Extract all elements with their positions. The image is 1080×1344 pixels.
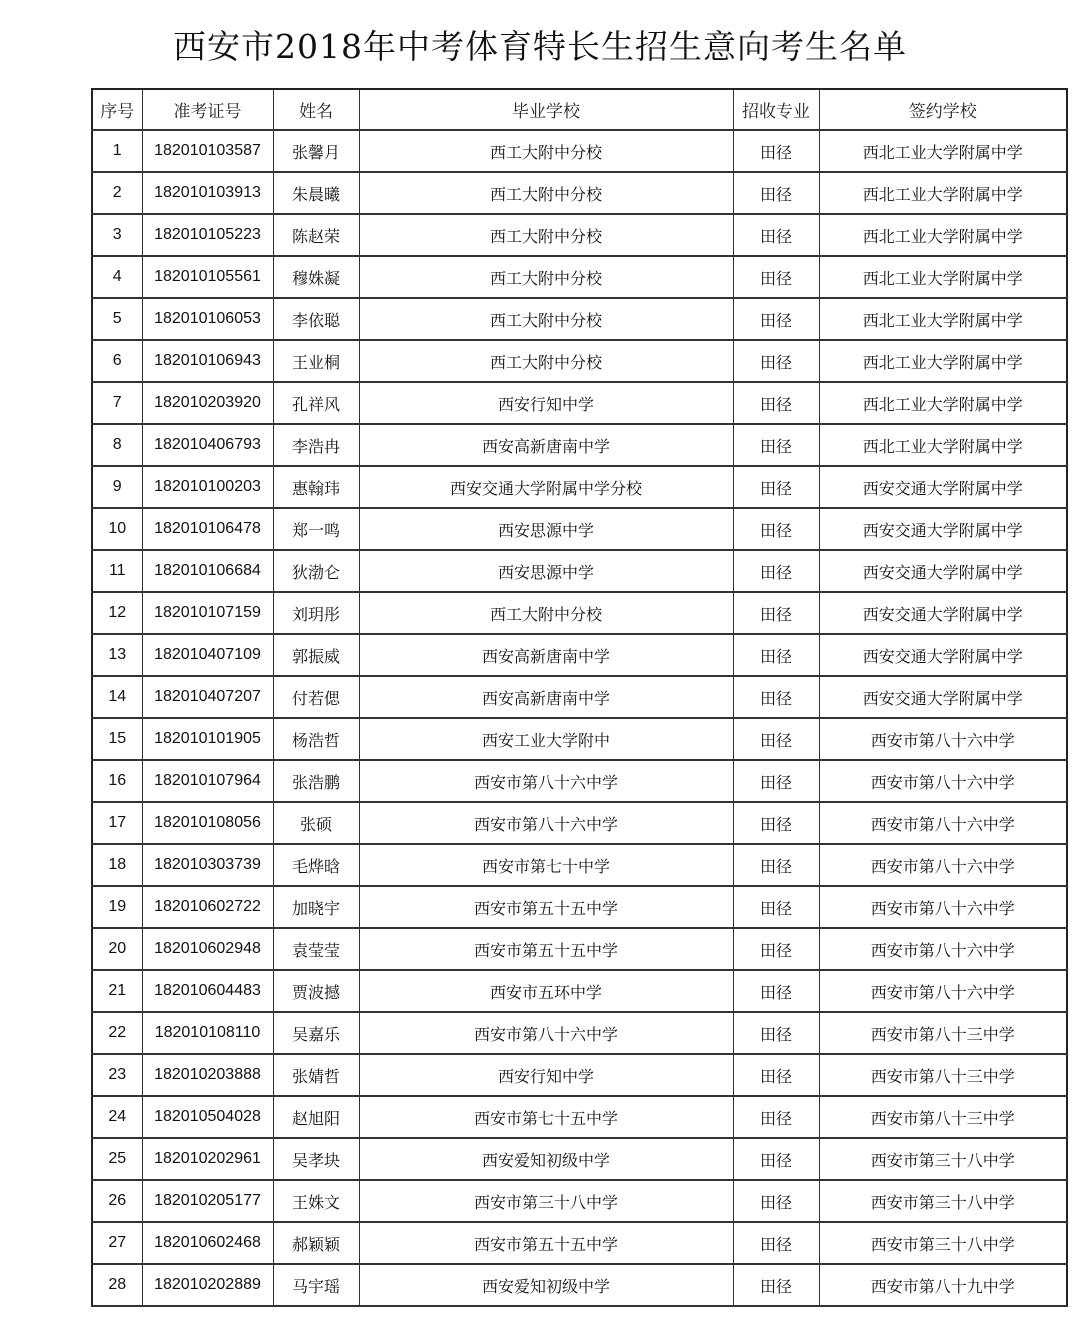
cell-major: 田径 (733, 214, 819, 256)
cell-major: 田径 (733, 970, 819, 1012)
table-row (92, 172, 1067, 214)
cell-exam-no: 182010106684 (142, 550, 273, 592)
cell-name: 郝颖颖 (273, 1222, 359, 1264)
cell-exam-no: 182010108056 (142, 802, 273, 844)
cell-grad-school: 西安市第八十六中学 (359, 802, 733, 844)
cell-signed-school: 西安市第三十八中学 (819, 1180, 1067, 1222)
cell-major: 田径 (733, 928, 819, 970)
cell-name: 李依聪 (273, 298, 359, 340)
cell-signed-school: 西安市第八十六中学 (819, 928, 1067, 970)
cell-exam-no: 182010406793 (142, 424, 273, 466)
cell-signed-school: 西北工业大学附属中学 (819, 172, 1067, 214)
cell-name: 惠翰玮 (273, 466, 359, 508)
cell-signed-school: 西安市第八十九中学 (819, 1264, 1067, 1306)
cell-major: 田径 (733, 550, 819, 592)
cell-no: 23 (92, 1054, 142, 1096)
cell-name: 李浩冉 (273, 424, 359, 466)
table-row (92, 718, 1067, 760)
cell-major: 田径 (733, 592, 819, 634)
table-row (92, 466, 1067, 508)
cell-major: 田径 (733, 676, 819, 718)
cell-name: 贾波撼 (273, 970, 359, 1012)
cell-no: 3 (92, 214, 142, 256)
cell-name: 郑一鸣 (273, 508, 359, 550)
table-row (92, 1054, 1067, 1096)
cell-no: 22 (92, 1012, 142, 1054)
cell-name: 刘玥彤 (273, 592, 359, 634)
cell-signed-school: 西北工业大学附属中学 (819, 382, 1067, 424)
cell-exam-no: 182010604483 (142, 970, 273, 1012)
cell-grad-school: 西工大附中分校 (359, 298, 733, 340)
cell-no: 21 (92, 970, 142, 1012)
cell-name: 付若偲 (273, 676, 359, 718)
cell-exam-no: 182010407109 (142, 634, 273, 676)
cell-exam-no: 182010103913 (142, 172, 273, 214)
cell-exam-no: 182010407207 (142, 676, 273, 718)
table-row (92, 130, 1067, 172)
cell-major: 田径 (733, 256, 819, 298)
cell-name: 赵旭阳 (273, 1096, 359, 1138)
cell-exam-no: 182010107159 (142, 592, 273, 634)
cell-major: 田径 (733, 886, 819, 928)
cell-grad-school: 西安思源中学 (359, 550, 733, 592)
table-row (92, 970, 1067, 1012)
cell-major: 田径 (733, 466, 819, 508)
cell-major: 田径 (733, 718, 819, 760)
cell-no: 25 (92, 1138, 142, 1180)
cell-no: 28 (92, 1264, 142, 1306)
cell-signed-school: 西安交通大学附属中学 (819, 466, 1067, 508)
cell-no: 19 (92, 886, 142, 928)
cell-name: 毛烨晗 (273, 844, 359, 886)
cell-major: 田径 (733, 172, 819, 214)
cell-exam-no: 182010202889 (142, 1264, 273, 1306)
cell-exam-no: 182010108110 (142, 1012, 273, 1054)
cell-exam-no: 182010103587 (142, 130, 273, 172)
cell-no: 7 (92, 382, 142, 424)
table-row (92, 802, 1067, 844)
cell-exam-no: 182010303739 (142, 844, 273, 886)
table-row (92, 760, 1067, 802)
table-row (92, 382, 1067, 424)
cell-signed-school: 西安市第八十三中学 (819, 1054, 1067, 1096)
cell-grad-school: 西安市第五十五中学 (359, 928, 733, 970)
cell-no: 16 (92, 760, 142, 802)
cell-no: 11 (92, 550, 142, 592)
cell-grad-school: 西工大附中分校 (359, 130, 733, 172)
cell-name: 加晓宇 (273, 886, 359, 928)
cell-no: 24 (92, 1096, 142, 1138)
cell-exam-no: 182010203888 (142, 1054, 273, 1096)
cell-no: 9 (92, 466, 142, 508)
cell-signed-school: 西北工业大学附属中学 (819, 256, 1067, 298)
cell-grad-school: 西安工业大学附中 (359, 718, 733, 760)
table-row (92, 634, 1067, 676)
cell-exam-no: 182010602468 (142, 1222, 273, 1264)
cell-grad-school: 西安市第五十五中学 (359, 1222, 733, 1264)
table-row (92, 1222, 1067, 1264)
cell-major: 田径 (733, 1138, 819, 1180)
cell-exam-no: 182010106053 (142, 298, 273, 340)
cell-signed-school: 西安市第八十六中学 (819, 718, 1067, 760)
table-row (92, 1012, 1067, 1054)
cell-name: 王业桐 (273, 340, 359, 382)
cell-grad-school: 西安市五环中学 (359, 970, 733, 1012)
cell-signed-school: 西安交通大学附属中学 (819, 634, 1067, 676)
table-row (92, 424, 1067, 466)
table-row (92, 256, 1067, 298)
table-row (92, 508, 1067, 550)
cell-no: 1 (92, 130, 142, 172)
cell-major: 田径 (733, 802, 819, 844)
table-row (92, 298, 1067, 340)
cell-signed-school: 西安交通大学附属中学 (819, 676, 1067, 718)
cell-major: 田径 (733, 1096, 819, 1138)
cell-no: 20 (92, 928, 142, 970)
cell-grad-school: 西安市第七十五中学 (359, 1096, 733, 1138)
cell-exam-no: 182010504028 (142, 1096, 273, 1138)
cell-signed-school: 西北工业大学附属中学 (819, 130, 1067, 172)
cell-signed-school: 西安市第八十三中学 (819, 1012, 1067, 1054)
table-row (92, 592, 1067, 634)
cell-name: 朱晨曦 (273, 172, 359, 214)
cell-signed-school: 西北工业大学附属中学 (819, 214, 1067, 256)
cell-signed-school: 西安市第八十六中学 (819, 970, 1067, 1012)
header-exam-no: 准考证号 (142, 89, 273, 130)
cell-signed-school: 西北工业大学附属中学 (819, 298, 1067, 340)
cell-grad-school: 西安行知中学 (359, 382, 733, 424)
cell-name: 吴嘉乐 (273, 1012, 359, 1054)
cell-name: 狄渤仑 (273, 550, 359, 592)
cell-no: 18 (92, 844, 142, 886)
table-row (92, 886, 1067, 928)
cell-exam-no: 182010205177 (142, 1180, 273, 1222)
cell-grad-school: 西安思源中学 (359, 508, 733, 550)
cell-grad-school: 西安市第八十六中学 (359, 760, 733, 802)
cell-exam-no: 182010202961 (142, 1138, 273, 1180)
cell-name: 王姝文 (273, 1180, 359, 1222)
cell-no: 13 (92, 634, 142, 676)
table-header-row (92, 89, 1067, 130)
cell-grad-school: 西安市第三十八中学 (359, 1180, 733, 1222)
cell-exam-no: 182010602948 (142, 928, 273, 970)
cell-no: 15 (92, 718, 142, 760)
cell-signed-school: 西北工业大学附属中学 (819, 424, 1067, 466)
cell-exam-no: 182010100203 (142, 466, 273, 508)
cell-name: 袁莹莹 (273, 928, 359, 970)
cell-exam-no: 182010602722 (142, 886, 273, 928)
cell-grad-school: 西工大附中分校 (359, 172, 733, 214)
cell-signed-school: 西安交通大学附属中学 (819, 550, 1067, 592)
cell-grad-school: 西安交通大学附属中学分校 (359, 466, 733, 508)
cell-grad-school: 西安行知中学 (359, 1054, 733, 1096)
header-name: 姓名 (273, 89, 359, 130)
table-body (92, 130, 1067, 1306)
cell-exam-no: 182010101905 (142, 718, 273, 760)
cell-name: 孔祥风 (273, 382, 359, 424)
cell-name: 张硕 (273, 802, 359, 844)
cell-no: 10 (92, 508, 142, 550)
cell-major: 田径 (733, 1222, 819, 1264)
cell-signed-school: 西安市第三十八中学 (819, 1222, 1067, 1264)
cell-name: 张馨月 (273, 130, 359, 172)
cell-grad-school: 西安爱知初级中学 (359, 1138, 733, 1180)
cell-name: 张婧哲 (273, 1054, 359, 1096)
cell-grad-school: 西工大附中分校 (359, 256, 733, 298)
cell-signed-school: 西安市第八十六中学 (819, 886, 1067, 928)
cell-signed-school: 西北工业大学附属中学 (819, 340, 1067, 382)
cell-major: 田径 (733, 1012, 819, 1054)
cell-no: 27 (92, 1222, 142, 1264)
cell-signed-school: 西安市第八十六中学 (819, 802, 1067, 844)
cell-exam-no: 182010105561 (142, 256, 273, 298)
cell-signed-school: 西安市第八十三中学 (819, 1096, 1067, 1138)
table-row (92, 1096, 1067, 1138)
header-grad-school: 毕业学校 (359, 89, 733, 130)
cell-major: 田径 (733, 298, 819, 340)
table-row (92, 214, 1067, 256)
cell-grad-school: 西安市第五十五中学 (359, 886, 733, 928)
cell-grad-school: 西安爱知初级中学 (359, 1264, 733, 1306)
cell-exam-no: 182010106943 (142, 340, 273, 382)
cell-major: 田径 (733, 382, 819, 424)
cell-signed-school: 西安交通大学附属中学 (819, 508, 1067, 550)
cell-grad-school: 西工大附中分校 (359, 340, 733, 382)
table-row (92, 844, 1067, 886)
table-row (92, 1138, 1067, 1180)
cell-grad-school: 西工大附中分校 (359, 592, 733, 634)
cell-exam-no: 182010105223 (142, 214, 273, 256)
table-row (92, 676, 1067, 718)
cell-name: 张浩鹏 (273, 760, 359, 802)
cell-grad-school: 西安市第七十中学 (359, 844, 733, 886)
cell-no: 12 (92, 592, 142, 634)
header-no: 序号 (92, 89, 142, 130)
cell-no: 4 (92, 256, 142, 298)
cell-signed-school: 西安交通大学附属中学 (819, 592, 1067, 634)
cell-grad-school: 西安高新唐南中学 (359, 676, 733, 718)
cell-major: 田径 (733, 424, 819, 466)
cell-exam-no: 182010203920 (142, 382, 273, 424)
table-row (92, 340, 1067, 382)
cell-major: 田径 (733, 1054, 819, 1096)
cell-no: 2 (92, 172, 142, 214)
cell-signed-school: 西安市第三十八中学 (819, 1138, 1067, 1180)
cell-name: 陈赵荣 (273, 214, 359, 256)
header-major: 招收专业 (733, 89, 819, 130)
cell-major: 田径 (733, 634, 819, 676)
table-row (92, 928, 1067, 970)
student-list-table (91, 88, 1068, 1307)
table-row (92, 1180, 1067, 1222)
cell-major: 田径 (733, 508, 819, 550)
cell-major: 田径 (733, 1180, 819, 1222)
cell-major: 田径 (733, 760, 819, 802)
cell-signed-school: 西安市第八十六中学 (819, 844, 1067, 886)
cell-major: 田径 (733, 340, 819, 382)
cell-no: 5 (92, 298, 142, 340)
cell-major: 田径 (733, 1264, 819, 1306)
cell-no: 17 (92, 802, 142, 844)
cell-no: 26 (92, 1180, 142, 1222)
header-signed-school: 签约学校 (819, 89, 1067, 130)
page-title: 西安市2018年中考体育特长生招生意向考生名单 (173, 27, 907, 66)
cell-signed-school: 西安市第八十六中学 (819, 760, 1067, 802)
cell-grad-school: 西安高新唐南中学 (359, 424, 733, 466)
cell-name: 穆姝凝 (273, 256, 359, 298)
cell-grad-school: 西工大附中分校 (359, 214, 733, 256)
cell-grad-school: 西安市第八十六中学 (359, 1012, 733, 1054)
cell-grad-school: 西安高新唐南中学 (359, 634, 733, 676)
cell-name: 郭振威 (273, 634, 359, 676)
table-row (92, 550, 1067, 592)
cell-no: 8 (92, 424, 142, 466)
cell-major: 田径 (733, 130, 819, 172)
cell-exam-no: 182010107964 (142, 760, 273, 802)
cell-name: 杨浩哲 (273, 718, 359, 760)
cell-name: 马宇瑶 (273, 1264, 359, 1306)
cell-name: 吴孝块 (273, 1138, 359, 1180)
table-row (92, 1264, 1067, 1306)
cell-no: 6 (92, 340, 142, 382)
cell-major: 田径 (733, 844, 819, 886)
cell-no: 14 (92, 676, 142, 718)
cell-exam-no: 182010106478 (142, 508, 273, 550)
